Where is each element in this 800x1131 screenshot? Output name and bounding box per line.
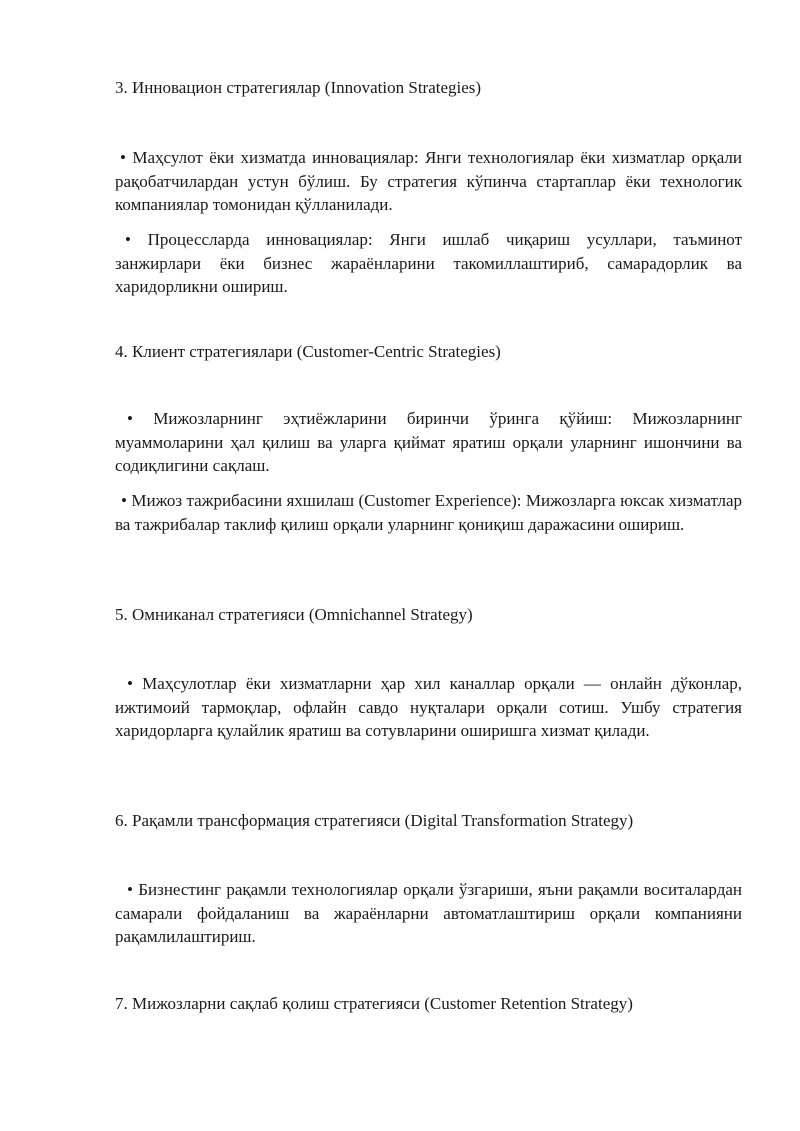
paragraph-text: Бизнестинг рақамли технологиялар орқали ўзгариши, яъни рақамли воситалардан самарали фойдаланиш ва жараёнларни автоматлаштириш орқали компанияни рақамлилаштириш. [115,880,743,946]
bullet-paragraph [115,489,742,536]
bullet-mark: • [121,491,127,510]
bullet-paragraph [115,228,742,299]
section-heading: 6. Рақамли трансформация стратегияси (Digital Transformation Strategy) [115,811,634,830]
bullet-mark: • [120,148,126,167]
section-heading: 7. Мижозларни сақлаб қолиш стратегияси (Customer Retention Strategy) [115,994,633,1013]
paragraph-text: Мижозларнинг эҳтиёжларини биринчи ўринга қўйиш: Мижозларнинг муаммоларини ҳал қилиш ва уларга қиймат яратиш орқали уларнинг ишончини ва содиқлигини сақлаш. [115,409,742,475]
paragraph-text: Мижоз тажрибасини яхшилаш (Customer Experience): Мижозларга юксак хизматлар ва тажрибалар таклиф қилиш орқали уларнинг қониқиш даражасини ошириш. [115,491,742,534]
bullet-paragraph [115,878,742,949]
bullet-mark: • [127,409,133,428]
bullet-mark: • [125,230,131,249]
bullet-mark: • [127,880,133,899]
bullet-paragraph [115,407,742,478]
section-heading: 5. Омниканал стратегияси (Omnichannel Strategy) [115,605,473,624]
paragraph-text: Процессларда инновациялар: Янги ишлаб чиқариш усуллари, таъминот занжирлари ёки бизнес жараёнларини такомиллаштириб, самарадорлик ва харидорликни ошириш. [115,230,743,296]
bullet-mark: • [127,674,133,693]
paragraph-text: Маҳсулот ёки хизматда инновациялар: Янги технологиялар ёки хизматлар орқали рақобатчилардан устун бўлиш. Бу стратегия кўпинча стартаплар ёки технологик компаниялар томонидан қўлланилади. [115,148,742,214]
paragraph-text: Маҳсулотлар ёки хизматларни ҳар хил каналлар орқали — онлайн дўконлар, ижтимоий тармоқлар, офлайн савдо нуқталари орқали сотиш. Ушбу стратегия харидорларга қулайлик яратиш ва сотувларини оширишга хизмат қилади. [115,674,742,740]
bullet-paragraph [115,672,742,743]
section-heading: 4. Клиент стратегиялари (Customer-Centric Strategies) [115,342,501,361]
section-heading: 3. Инновацион стратегиялар (Innovation Strategies) [115,78,482,97]
bullet-paragraph [115,146,742,217]
